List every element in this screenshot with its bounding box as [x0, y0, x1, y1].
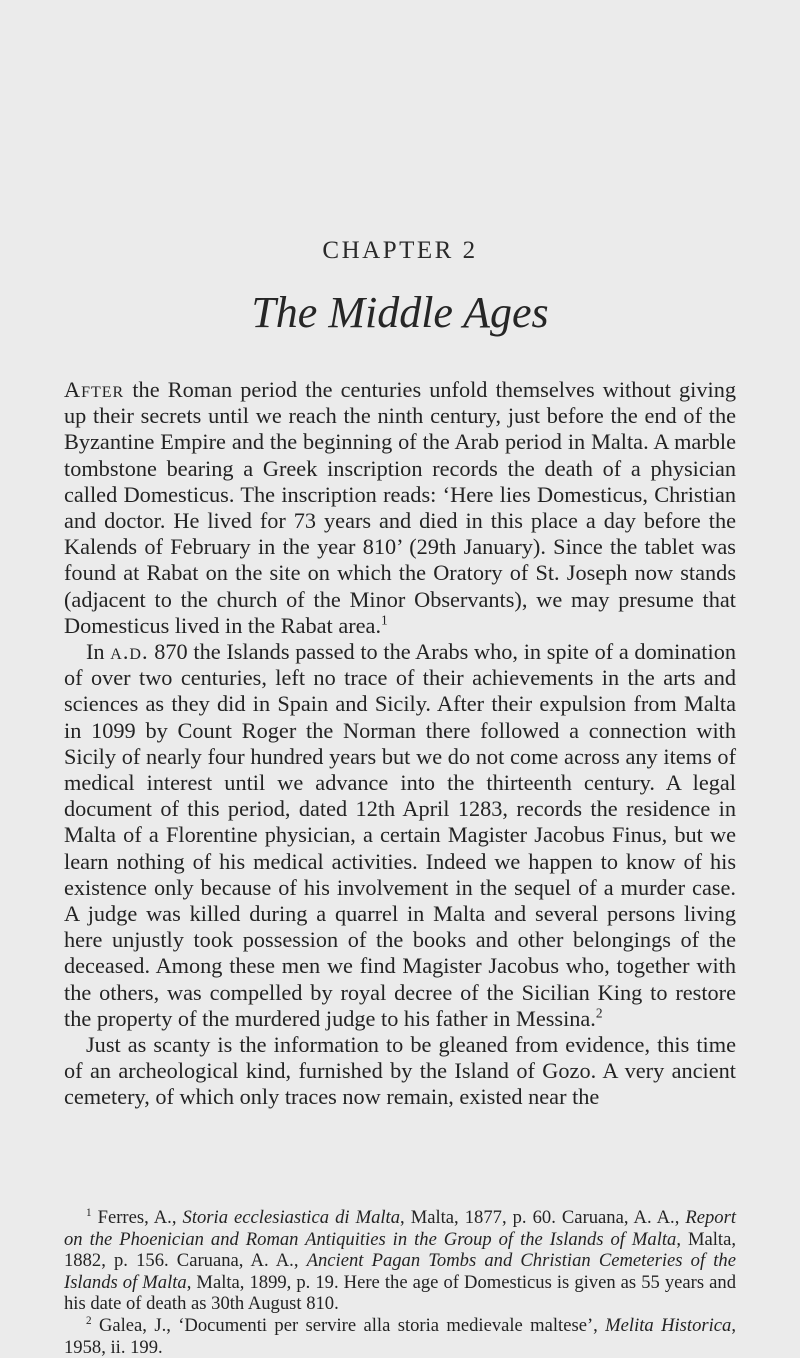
footnote-number: 2 [86, 1314, 92, 1327]
footnote-title: Ancient Pagan Tombs and Christian Cemeteries of the Islands of Malta [64, 1250, 736, 1293]
footnote-text: Galea, J., ‘Documenti per servire alla storia medievale maltese’, [91, 1314, 606, 1336]
chapter-number: CHAPTER 2 [322, 237, 478, 264]
paragraph-text: the Roman period the centuries unfold themselves without giving up their secrets until we reach the ninth century, just before the end of the Byzantine Empire and the beginning of the Arab period in Malta. A marble tombstone bearing a Greek inscription records the death of a physician called Domesticus. The inscription reads: ‘Here lies Domesticus, Christian and doctor. He lived for 73 years and died in this place a day before the Kalends of February in the year 810’ (29th January). Since the tablet was found at Rabat on the site on which the Oratory of St. Joseph now stands (adjacent to the church of the Minor Observants), we may presume that Domesticus lived in the Rabat area. [64, 377, 736, 638]
paragraph [64, 377, 736, 639]
footnote-title: Melita Historica [605, 1314, 732, 1336]
paragraph-text: 870 the Islands passed to the Arabs who, in spite of a domination of over two centuries, left no trace of their achievements in the arts and sciences as they did in Spain and Sicily. After their expulsion from Malta in 1099 by Count Roger the Norman there followed a connection with Sicily of nearly four hundred years but we do not come across any items of medical interest until we advance into the thirteenth century. A legal document of this period, dated 12th April 1283, records the residence in Malta of a Florentine physician, a certain Magister Jacobus Finus, but we learn nothing of his medical activities. Indeed we happen to know of his existence only because of his involvement in the sequel of a murder case. A judge was killed during a quarrel in Malta and several persons living here unjustly took possession of the books and other belongings of the deceased. Among these men we find Magister Jacobus who, together with the others, was compelled by royal decree of the Sicilian King to restore the property of the murdered judge to his father in Messina. [64, 639, 736, 1031]
footnote-text: , Malta, 1877, p. 60. Caruana, A. A., [400, 1207, 686, 1228]
footnote-ref: 1 [381, 612, 388, 628]
footnote-text: , Malta, 1882, p. 156. Caruana, A. A., [64, 1228, 736, 1272]
paragraph [64, 1032, 736, 1111]
paragraph-text: Just as scanty is the information to be gleaned from evidence, this time of an archeological kind, furnished by the Island of Gozo. A very ancient cemetery, of which only traces now remain, existed near the [64, 1032, 736, 1110]
footnote-title: Report on the Phoenician and Roman Antiquities in the Group of the Islands of Malta [64, 1207, 736, 1250]
footnote-text: , Malta, 1899, p. 19. Here the age of Domesticus is given as 55 years and his date of death as 30th August 810. [64, 1271, 736, 1315]
footnote-title: Storia ecclesiastica di Malta [182, 1207, 400, 1228]
footnote-number: 1 [86, 1206, 92, 1219]
footnote [64, 1315, 736, 1358]
paragraph-lead: In [86, 639, 111, 665]
footnote-text: , 1958, ii. 199. [64, 1314, 736, 1358]
chapter-title: The Middle Ages [251, 288, 549, 337]
footnotes [64, 1207, 736, 1358]
footnote-text: Ferres, A., [91, 1207, 183, 1228]
paragraph [64, 639, 736, 1032]
footnote-ref: 2 [595, 1005, 603, 1021]
body-text [64, 377, 736, 1111]
footnote [64, 1207, 736, 1315]
paragraph-smallcaps: a.d. [110, 639, 149, 665]
paragraph-lead: After [64, 377, 125, 402]
